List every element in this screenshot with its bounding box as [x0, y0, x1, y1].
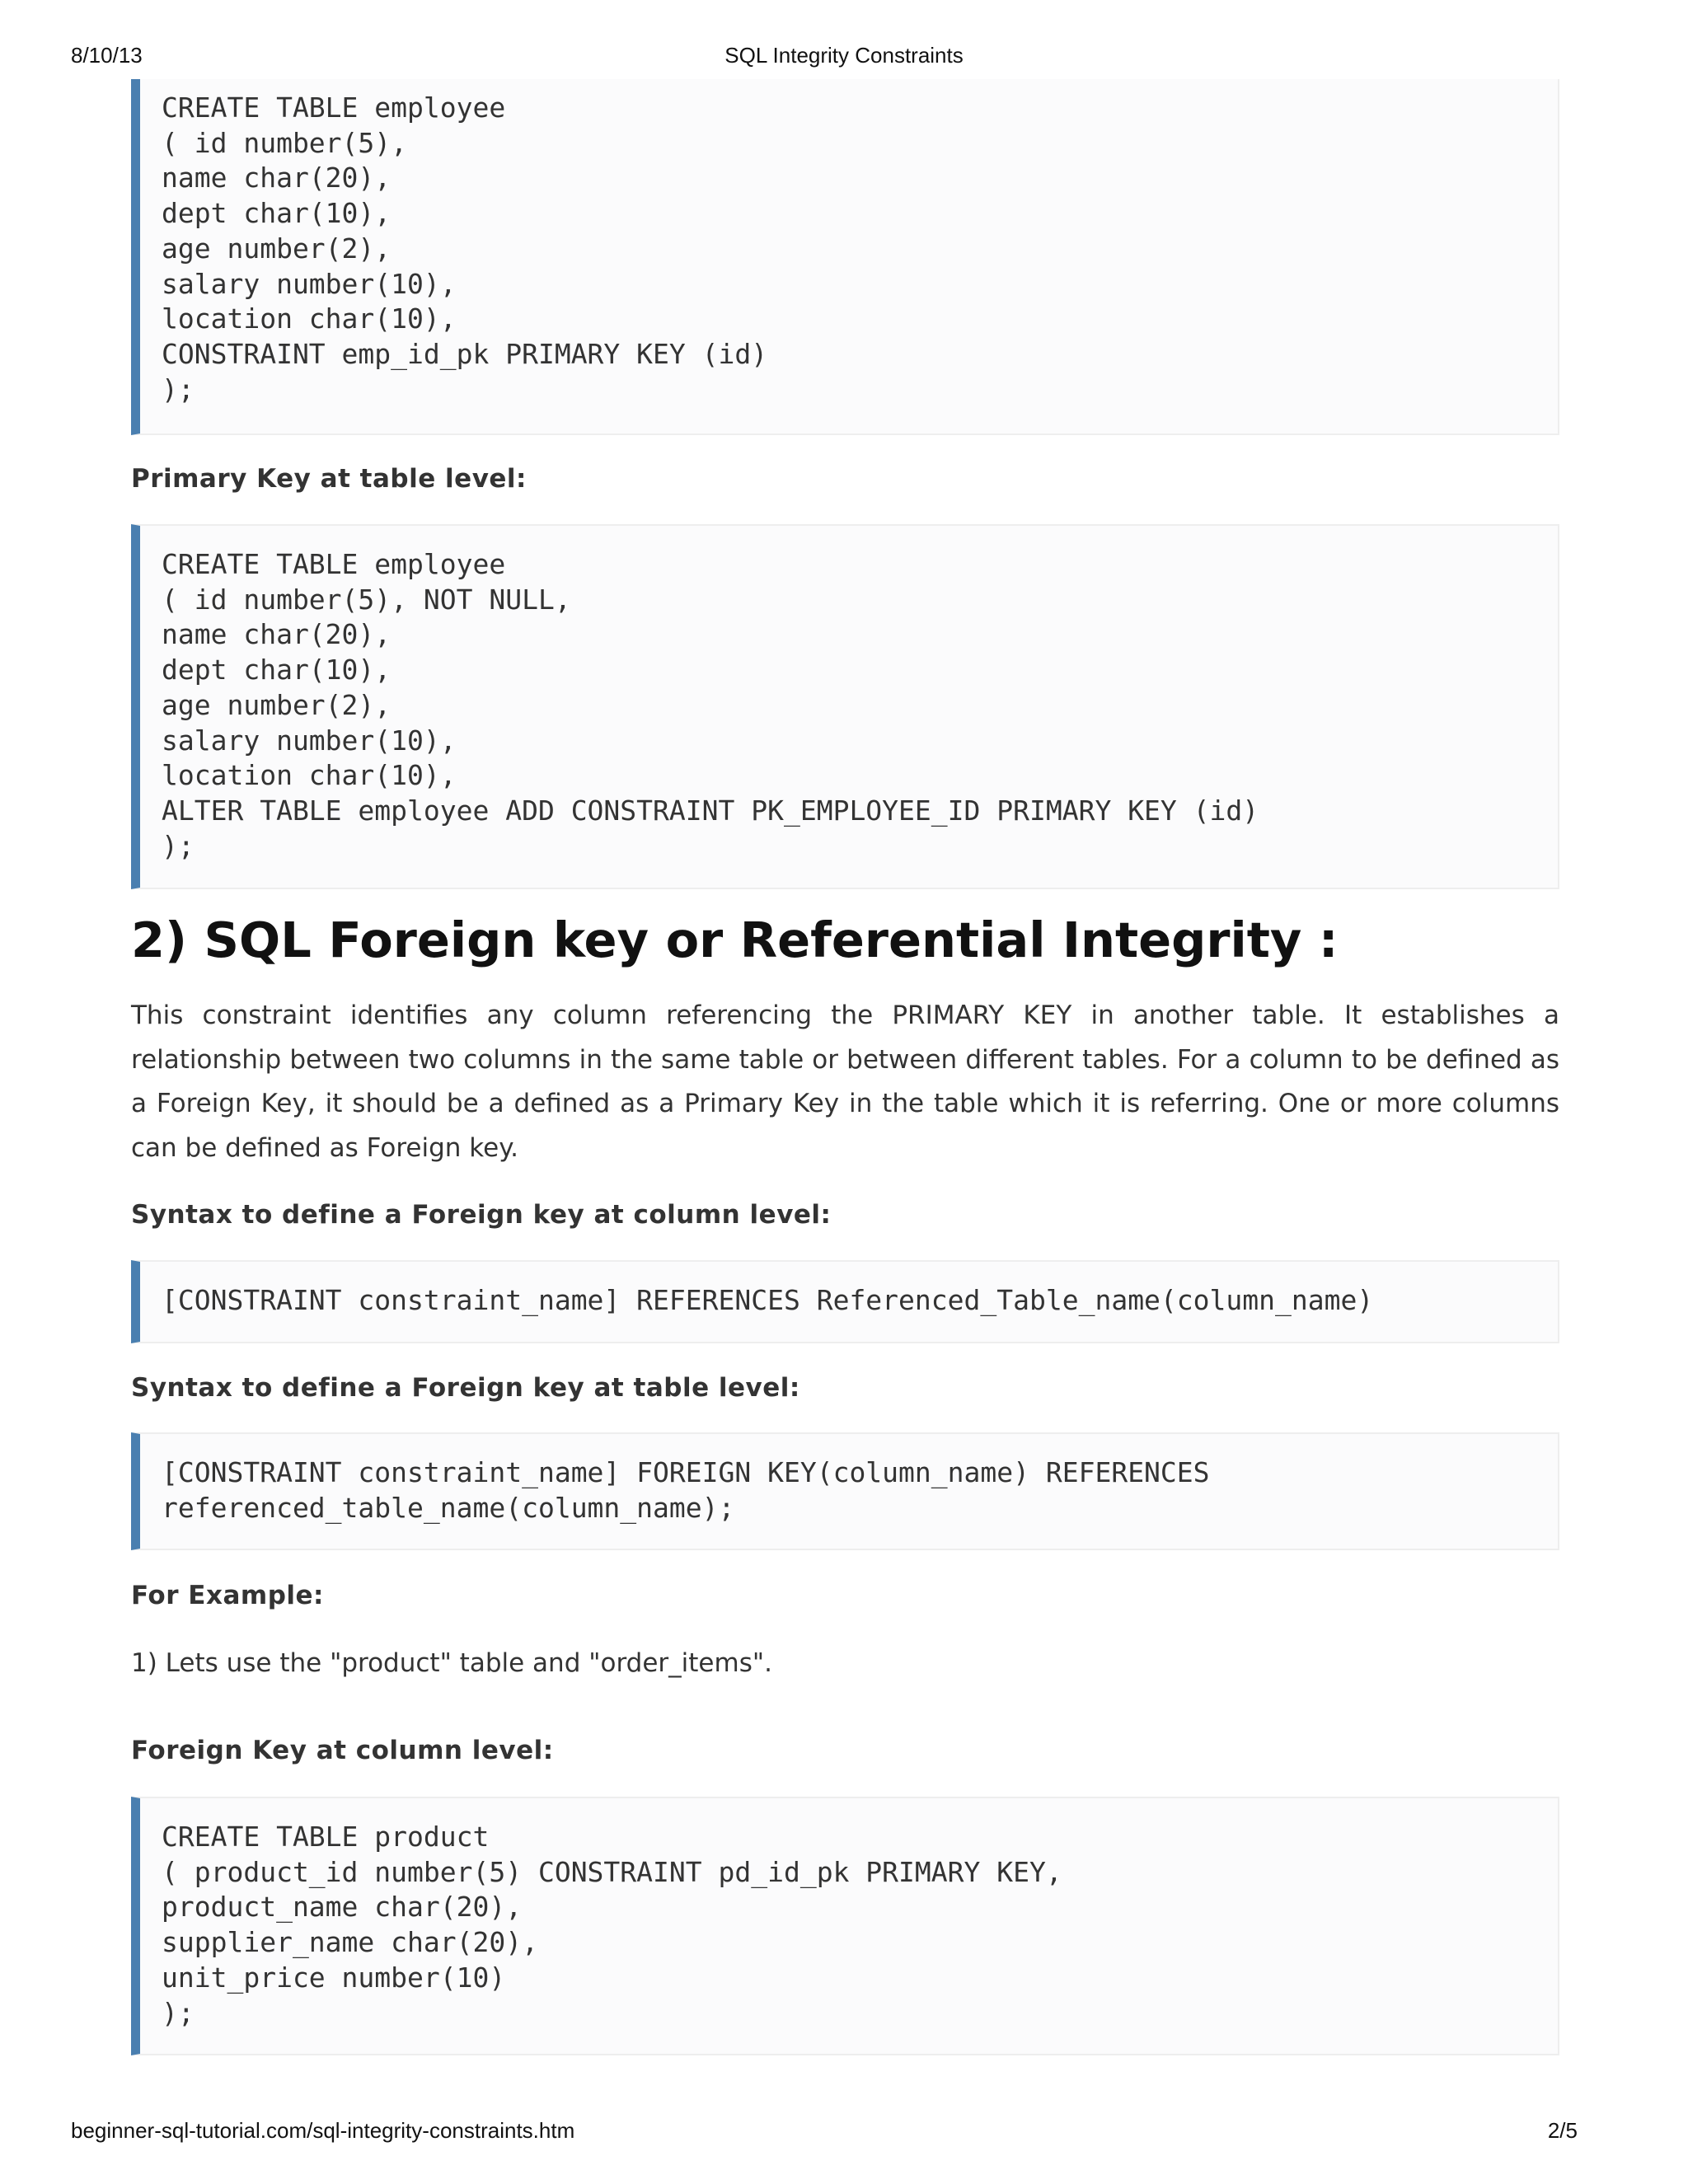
label-fk-column-level: Foreign Key at column level: [131, 1736, 554, 1765]
section-paragraph: This constraint identifies any column referencing the PRIMARY KEY in another table. It establishes a relationship between two columns in the same table or between different tables. For a column to be defined as a Foreign Key, it should be a defined as a Primary Key in the table which it is referring. One or more columns can be defined as Foreign key. [131, 1001, 1559, 1163]
code-text: [CONSTRAINT constraint_name] REFERENCES Referenced_Table_name(column_name) [162, 1284, 1374, 1316]
label-pk-table-level: Primary Key at table level: [131, 464, 527, 494]
label-fk-table-syntax: Syntax to define a Foreign key at table level: [131, 1373, 800, 1403]
code-block-product-table [131, 1797, 1559, 2055]
code-block-fk-table-syntax [131, 1432, 1559, 1550]
code-text: CREATE TABLE employee ( id number(5), name char(20), dept char(10), age number(2), salary number(10), location char(10), CONSTRAINT emp_id_pk PRIMARY KEY (id) ); [162, 91, 768, 405]
print-date: 8/10/13 [71, 43, 143, 68]
section-heading: 2) SQL Foreign key or Referential Integrity : [131, 912, 1339, 968]
code-text: CREATE TABLE product ( product_id number(5) CONSTRAINT pd_id_pk PRIMARY KEY, product_name char(20), supplier_name char(20), unit_price number(10) ); [162, 1821, 1062, 2029]
page-url: beginner-sql-tutorial.com/sql-integrity-constraints.htm [71, 2118, 575, 2143]
code-block-table-level-pk [131, 524, 1559, 889]
example-description: 1) Lets use the "product" table and "order_items". [131, 1648, 772, 1678]
code-text: [CONSTRAINT constraint_name] FOREIGN KEY(column_name) REFERENCES referenced_table_name(column_name); [162, 1456, 1210, 1524]
page-number: 2/5 [1547, 2118, 1578, 2143]
code-text: CREATE TABLE employee ( id number(5), NOT NULL, name char(20), dept char(10), age number(2), salary number(10), location char(10), ALTER TABLE employee ADD CONSTRAINT PK_EMPLOYEE_ID PRIMARY KEY (id) ); [162, 548, 1259, 862]
label-for-example: For Example: [131, 1581, 324, 1610]
label-fk-column-syntax: Syntax to define a Foreign key at column level: [131, 1200, 832, 1230]
print-footer [71, 2118, 1617, 2151]
print-header [71, 43, 1617, 76]
code-block-column-level-pk [131, 79, 1559, 435]
print-page-title: SQL Integrity Constraints [724, 43, 964, 68]
code-block-fk-column-syntax [131, 1260, 1559, 1343]
